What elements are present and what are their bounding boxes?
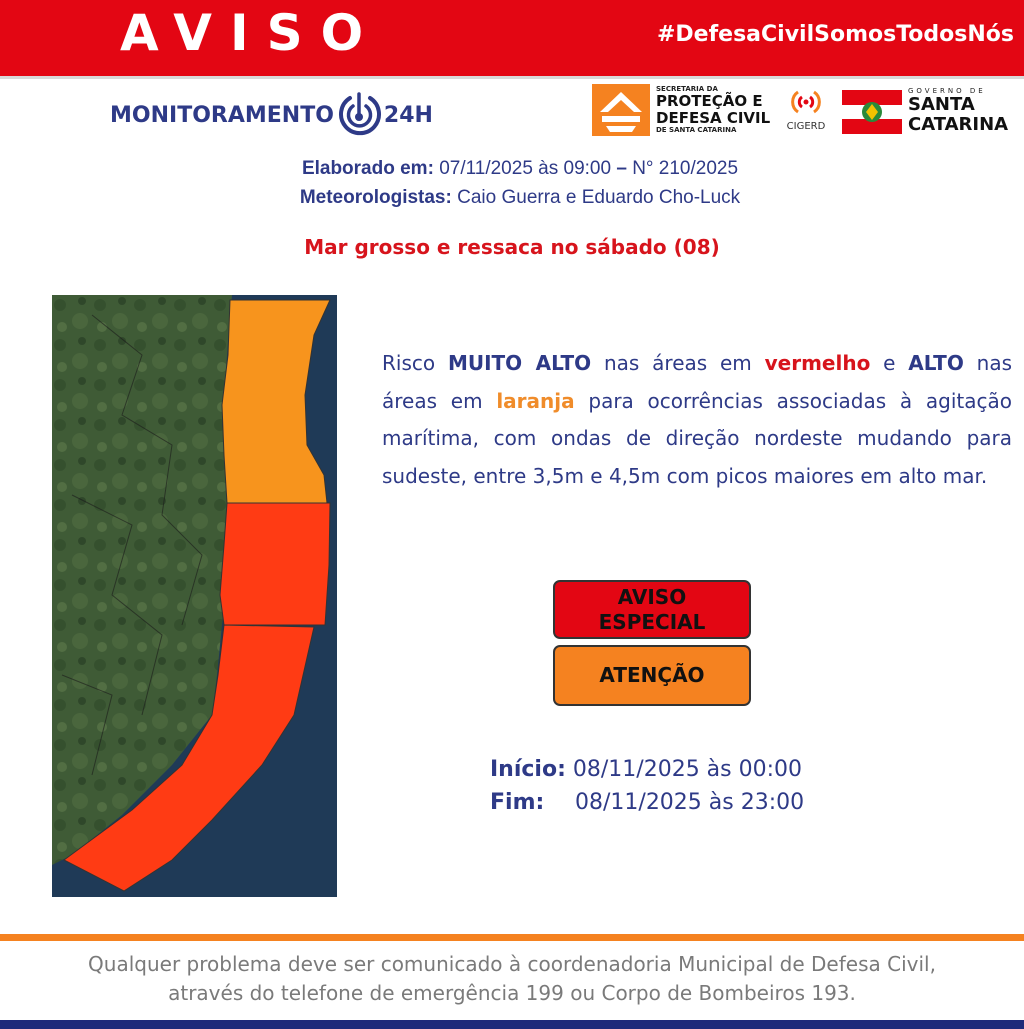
legend-atencao: ATENÇÃO: [553, 645, 751, 706]
risk-description: Risco MUITO ALTO nas áreas em vermelho e ALTO nas áreas em laranja para ocorrências associadas à agitação marítima, com ondas de direção nordeste mudando para sudeste, entre 3,5m e 4,5m com picos maiores em alto mar.: [382, 351, 1013, 488]
footer-line1: Qualquer problema deve ser comunicado à coordenadoria Municipal de Defesa Civil,: [88, 952, 936, 976]
meteorologists-label: Meteorologistas:: [299, 187, 452, 208]
radar-icon: [336, 90, 382, 140]
santa-catarina-logo-gov: GOVERNO DE: [908, 87, 986, 95]
bottom-bar: [0, 1020, 1024, 1029]
risk-map: [52, 295, 337, 897]
end-value: 08/11/2025 às 23:00: [575, 790, 805, 815]
risk-level-very-high: MUITO ALTO: [447, 351, 592, 375]
santa-catarina-logo-line2: CATARINA: [908, 114, 1009, 135]
start-value: 08/11/2025 às 00:00: [572, 757, 803, 782]
end-time: [490, 790, 804, 815]
issued-label: Elaborado em:: [301, 158, 434, 179]
santa-catarina-logo-line1: SANTA: [908, 94, 975, 115]
header-hashtag: #DefesaCivilSomosTodosNós: [656, 22, 1014, 47]
meteorologists-value: Caio Guerra e Eduardo Cho-Luck: [457, 187, 741, 208]
meteorologists-line: [0, 187, 1024, 209]
risk-level-high: ALTO: [908, 351, 964, 375]
pdc-logo-line1: SECRETARIA DA: [656, 85, 718, 93]
cigerd-signal-icon: [788, 88, 824, 116]
monitoramento-logo: [110, 88, 433, 142]
risk-color-red: vermelho: [764, 351, 871, 375]
header-title: AVISO: [120, 4, 382, 62]
start-time: [490, 757, 802, 782]
header-divider: [0, 76, 1024, 79]
alert-headline: Mar grosso e ressaca no sábado (08): [304, 235, 720, 259]
monitoramento-logo-text: MONITORAMENTO: [110, 102, 334, 128]
issued-line: Elaborado em: 07/11/2025 às 09:00 – N° 210/2025: [301, 158, 739, 179]
footer-line2: através do telefone de emergência 199 ou Corpo de Bombeiros 193.: [168, 981, 856, 1005]
cigerd-logo: [782, 88, 830, 132]
pdc-logo-line2: PROTEÇÃO E: [656, 92, 763, 110]
legend-aviso-especial: AVISO ESPECIAL: [553, 580, 751, 639]
footer-divider: [0, 934, 1024, 941]
santa-catarina-logo: [842, 88, 1008, 135]
pdc-logo: [592, 84, 770, 136]
footer-note: [0, 950, 1024, 1008]
risk-color-orange: laranja: [496, 388, 575, 413]
issued-value: 07/11/2025 às 09:00: [439, 158, 612, 179]
bulletin-number: N° 210/2025: [632, 158, 739, 179]
monitoramento-logo-suffix: 24H: [383, 102, 433, 128]
end-label: Fim:: [490, 790, 545, 815]
red-zone-north: [220, 503, 330, 625]
pdc-logo-line4: DE SANTA CATARINA: [656, 126, 737, 134]
start-label: Início:: [490, 757, 566, 782]
cigerd-logo-label: CIGERD: [786, 121, 826, 132]
santa-catarina-flag-icon: [842, 90, 902, 134]
header-bar: [0, 0, 1024, 76]
pdc-logo-line3: DEFESA CIVIL: [656, 109, 771, 127]
pdc-emblem-icon: [592, 84, 650, 136]
